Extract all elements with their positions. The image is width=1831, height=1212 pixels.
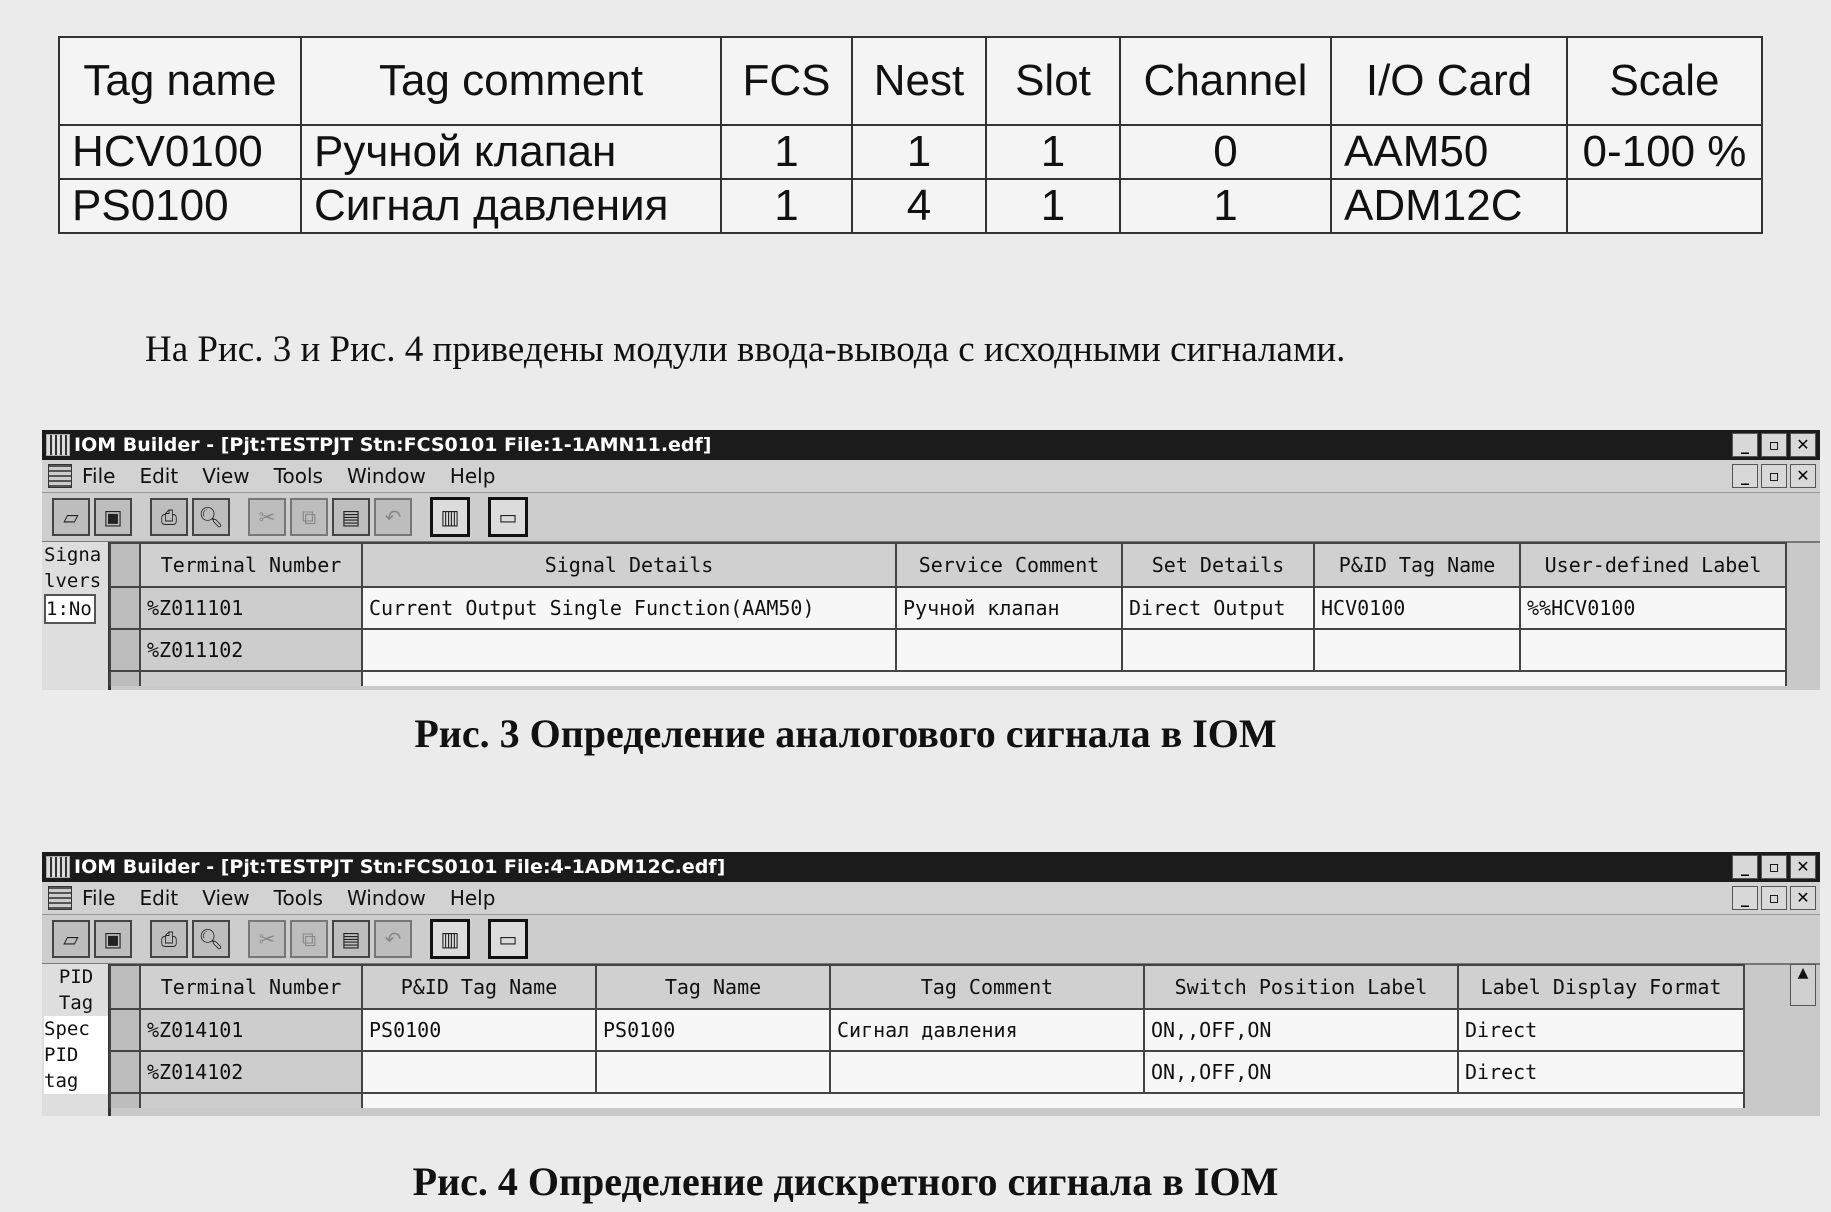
user-defined-label-cell[interactable] bbox=[1520, 629, 1786, 671]
service-comment-cell[interactable] bbox=[896, 629, 1122, 671]
pid-tag-name-cell[interactable] bbox=[362, 1051, 596, 1093]
table-cell: 1 bbox=[1120, 179, 1331, 233]
menu-bar bbox=[42, 882, 1820, 915]
cut-icon[interactable]: ✂ bbox=[248, 498, 286, 536]
window-title: IOM Builder - [Pjt:TESTPJT Stn:FCS0101 File:1-1AMN11.edf] bbox=[74, 434, 712, 456]
child-restore-button[interactable]: ▫ bbox=[1761, 886, 1787, 910]
table-cell: 0-100 % bbox=[1567, 125, 1762, 179]
intro-paragraph: На Рис. 3 и Рис. 4 приведены модули ввода-вывода с исходными сигналами. bbox=[145, 329, 1346, 370]
table-row bbox=[110, 1093, 1744, 1108]
terminal-number-cell[interactable]: %Z014102 bbox=[140, 1051, 362, 1093]
column-header[interactable]: User-defined Label bbox=[1520, 543, 1786, 587]
restore-button[interactable]: ▫ bbox=[1761, 855, 1787, 879]
column-header[interactable]: Terminal Number bbox=[140, 543, 362, 587]
iom-builder-window-analog bbox=[42, 430, 1820, 690]
title-bar[interactable] bbox=[42, 430, 1820, 460]
print-icon[interactable]: ⎙ bbox=[150, 498, 188, 536]
table-cell: 1 bbox=[721, 179, 852, 233]
row-selector bbox=[110, 671, 140, 686]
column-header: Slot bbox=[986, 37, 1120, 125]
signal-grid bbox=[109, 542, 1787, 686]
column-header: Scale bbox=[1567, 37, 1762, 125]
tag-name-cell[interactable]: PS0100 bbox=[596, 1009, 830, 1051]
pid-tag-name-cell[interactable] bbox=[1314, 629, 1520, 671]
menu-bar bbox=[42, 460, 1820, 493]
child-close-button[interactable]: ✕ bbox=[1790, 464, 1816, 488]
column-header[interactable]: Switch Position Label bbox=[1144, 965, 1458, 1009]
menu-window[interactable]: Window bbox=[346, 886, 426, 910]
open-folder-icon[interactable]: ▱ bbox=[52, 920, 90, 958]
figure-caption-4: Рис. 4 Определение дискретного сигнала в IOM bbox=[412, 1159, 1279, 1204]
side-label: PID bbox=[58, 966, 94, 988]
column-header[interactable]: Service Comment bbox=[896, 543, 1122, 587]
side-pane bbox=[42, 964, 111, 1116]
grid-cell bbox=[362, 671, 1786, 686]
column-header[interactable]: P&ID Tag Name bbox=[362, 965, 596, 1009]
menu-help[interactable]: Help bbox=[449, 464, 496, 488]
window-title: IOM Builder - [Pjt:TESTPJT Stn:FCS0101 File:4-1ADM12C.edf] bbox=[74, 856, 726, 878]
switch-position-label-cell[interactable]: ON,,OFF,ON bbox=[1144, 1051, 1458, 1093]
menu-window[interactable]: Window bbox=[346, 464, 426, 488]
document-icon[interactable] bbox=[48, 464, 72, 488]
table-row bbox=[110, 671, 1786, 686]
row-selector bbox=[110, 1093, 140, 1108]
paste-icon[interactable]: ▤ bbox=[332, 920, 370, 958]
grid-header-row bbox=[110, 543, 1786, 587]
save-icon[interactable]: ▣ bbox=[94, 920, 132, 958]
table-cell: ADM12C bbox=[1331, 179, 1567, 233]
split-view-icon[interactable]: ▥ bbox=[430, 919, 470, 959]
copy-icon[interactable]: ⧉ bbox=[290, 920, 328, 958]
cut-icon[interactable]: ✂ bbox=[248, 920, 286, 958]
close-button[interactable]: ✕ bbox=[1790, 855, 1816, 879]
menu-tools[interactable]: Tools bbox=[273, 464, 323, 488]
undo-icon[interactable]: ↶ bbox=[374, 498, 412, 536]
menu-edit[interactable]: Edit bbox=[139, 886, 179, 910]
split-view-icon[interactable]: ▥ bbox=[430, 497, 470, 537]
print-icon[interactable]: ⎙ bbox=[150, 920, 188, 958]
grid-cell bbox=[362, 1093, 1744, 1108]
table-cell: 4 bbox=[852, 179, 986, 233]
app-icon bbox=[46, 856, 70, 878]
label-display-format-cell[interactable]: Direct bbox=[1458, 1009, 1744, 1051]
restore-button[interactable]: ▫ bbox=[1761, 433, 1787, 457]
tag-name-cell[interactable] bbox=[596, 1051, 830, 1093]
table-cell: HCV0100 bbox=[59, 125, 301, 179]
figure-caption-3: Рис. 3 Определение аналогового сигнала в IOM bbox=[414, 711, 1277, 756]
column-header[interactable]: Terminal Number bbox=[140, 965, 362, 1009]
table-cell: Сигнал давления bbox=[301, 179, 721, 233]
column-header[interactable]: P&ID Tag Name bbox=[1314, 543, 1520, 587]
terminal-number-cell[interactable]: %Z014101 bbox=[140, 1009, 362, 1051]
save-icon[interactable]: ▣ bbox=[94, 498, 132, 536]
print-preview-icon[interactable]: 🔍︎ bbox=[192, 920, 230, 958]
terminal-number-cell bbox=[140, 671, 362, 686]
select-all-cell[interactable] bbox=[110, 543, 140, 587]
column-header: Tag name bbox=[59, 37, 301, 125]
iom-builder-window-discrete bbox=[42, 852, 1820, 1116]
tag-comment-cell[interactable] bbox=[830, 1051, 1144, 1093]
toolbar bbox=[42, 493, 1820, 543]
side-pane bbox=[42, 542, 111, 690]
terminal-number-cell[interactable]: %Z011102 bbox=[140, 629, 362, 671]
row-selector[interactable] bbox=[110, 629, 140, 671]
tag-definition-table bbox=[58, 36, 1763, 234]
menu-tools[interactable]: Tools bbox=[273, 886, 323, 910]
document-icon[interactable] bbox=[48, 886, 72, 910]
side-label: Tag bbox=[58, 992, 94, 1014]
side-label: lvers bbox=[44, 570, 102, 592]
row-selector[interactable] bbox=[110, 1051, 140, 1093]
menu-file[interactable]: File bbox=[82, 464, 116, 488]
set-details-cell[interactable]: Direct Output bbox=[1122, 587, 1314, 629]
table-row bbox=[59, 179, 1762, 233]
column-header: Tag comment bbox=[301, 37, 721, 125]
row-selector[interactable] bbox=[110, 1009, 140, 1051]
menu-view[interactable]: View bbox=[202, 886, 250, 910]
side-label: Signa bbox=[44, 544, 102, 566]
column-header[interactable]: Tag Name bbox=[596, 965, 830, 1009]
detail-view-icon[interactable]: ▭ bbox=[488, 919, 528, 959]
child-minimize-button[interactable]: _ bbox=[1732, 464, 1758, 488]
minimize-button[interactable]: _ bbox=[1732, 855, 1758, 879]
menu-view[interactable]: View bbox=[202, 464, 250, 488]
terminal-number-cell[interactable]: %Z011101 bbox=[140, 587, 362, 629]
column-header: Channel bbox=[1120, 37, 1331, 125]
pid-tag-name-cell[interactable]: PS0100 bbox=[362, 1009, 596, 1051]
service-comment-cell[interactable]: Ручной клапан bbox=[896, 587, 1122, 629]
column-header[interactable]: Set Details bbox=[1122, 543, 1314, 587]
set-details-cell[interactable] bbox=[1122, 629, 1314, 671]
table-cell: 1 bbox=[852, 125, 986, 179]
app-icon bbox=[46, 434, 70, 456]
tag-comment-cell[interactable]: Сигнал давления bbox=[830, 1009, 1144, 1051]
table-header-row bbox=[59, 37, 1762, 125]
signal-details-cell[interactable] bbox=[362, 629, 896, 671]
column-header[interactable]: Tag Comment bbox=[830, 965, 1144, 1009]
toolbar bbox=[42, 915, 1820, 965]
copy-icon[interactable]: ⧉ bbox=[290, 498, 328, 536]
select-all-cell[interactable] bbox=[110, 965, 140, 1009]
column-header: Nest bbox=[852, 37, 986, 125]
title-bar[interactable] bbox=[42, 852, 1820, 882]
row-selector[interactable] bbox=[110, 587, 140, 629]
child-restore-button[interactable]: ▫ bbox=[1761, 464, 1787, 488]
table-cell: 1 bbox=[721, 125, 852, 179]
side-label[interactable]: PID bbox=[44, 1042, 108, 1068]
pid-tag-name-cell[interactable]: HCV0100 bbox=[1314, 587, 1520, 629]
table-row[interactable] bbox=[110, 587, 1786, 629]
menu-help[interactable]: Help bbox=[449, 886, 496, 910]
print-preview-icon[interactable]: 🔍︎ bbox=[192, 498, 230, 536]
signal-grid bbox=[109, 964, 1745, 1108]
side-list-item[interactable]: 1:No bbox=[44, 594, 96, 624]
column-header[interactable]: Signal Details bbox=[362, 543, 896, 587]
column-header: I/O Card bbox=[1331, 37, 1567, 125]
column-header: FCS bbox=[721, 37, 852, 125]
child-close-button[interactable]: ✕ bbox=[1790, 886, 1816, 910]
scroll-up-arrow-icon[interactable]: ▲ bbox=[1790, 964, 1816, 1006]
undo-icon[interactable]: ↶ bbox=[374, 920, 412, 958]
table-row[interactable] bbox=[110, 629, 1786, 671]
table-row[interactable] bbox=[110, 1051, 1744, 1093]
menu-file[interactable]: File bbox=[82, 886, 116, 910]
signal-details-cell[interactable]: Current Output Single Function(AAM50) bbox=[362, 587, 896, 629]
side-label[interactable]: tag bbox=[44, 1068, 108, 1094]
side-label[interactable]: Spec bbox=[44, 1016, 108, 1042]
close-button[interactable]: ✕ bbox=[1790, 433, 1816, 457]
table-cell: AAM50 bbox=[1331, 125, 1567, 179]
paste-icon[interactable]: ▤ bbox=[332, 498, 370, 536]
table-cell: 0 bbox=[1120, 125, 1331, 179]
table-row[interactable] bbox=[110, 1009, 1744, 1051]
grid-header-row bbox=[110, 965, 1744, 1009]
switch-position-label-cell[interactable]: ON,,OFF,ON bbox=[1144, 1009, 1458, 1051]
column-header[interactable]: Label Display Format bbox=[1458, 965, 1744, 1009]
user-defined-label-cell[interactable]: %%HCV0100 bbox=[1520, 587, 1786, 629]
table-cell: 1 bbox=[986, 125, 1120, 179]
terminal-number-cell bbox=[140, 1093, 362, 1108]
detail-view-icon[interactable]: ▭ bbox=[488, 497, 528, 537]
table-cell: 1 bbox=[986, 179, 1120, 233]
child-minimize-button[interactable]: _ bbox=[1732, 886, 1758, 910]
open-folder-icon[interactable]: ▱ bbox=[52, 498, 90, 536]
table-cell: PS0100 bbox=[59, 179, 301, 233]
label-display-format-cell[interactable]: Direct bbox=[1458, 1051, 1744, 1093]
table-cell bbox=[1567, 179, 1762, 233]
menu-edit[interactable]: Edit bbox=[139, 464, 179, 488]
table-cell: Ручной клапан bbox=[301, 125, 721, 179]
table-row bbox=[59, 125, 1762, 179]
minimize-button[interactable]: _ bbox=[1732, 433, 1758, 457]
